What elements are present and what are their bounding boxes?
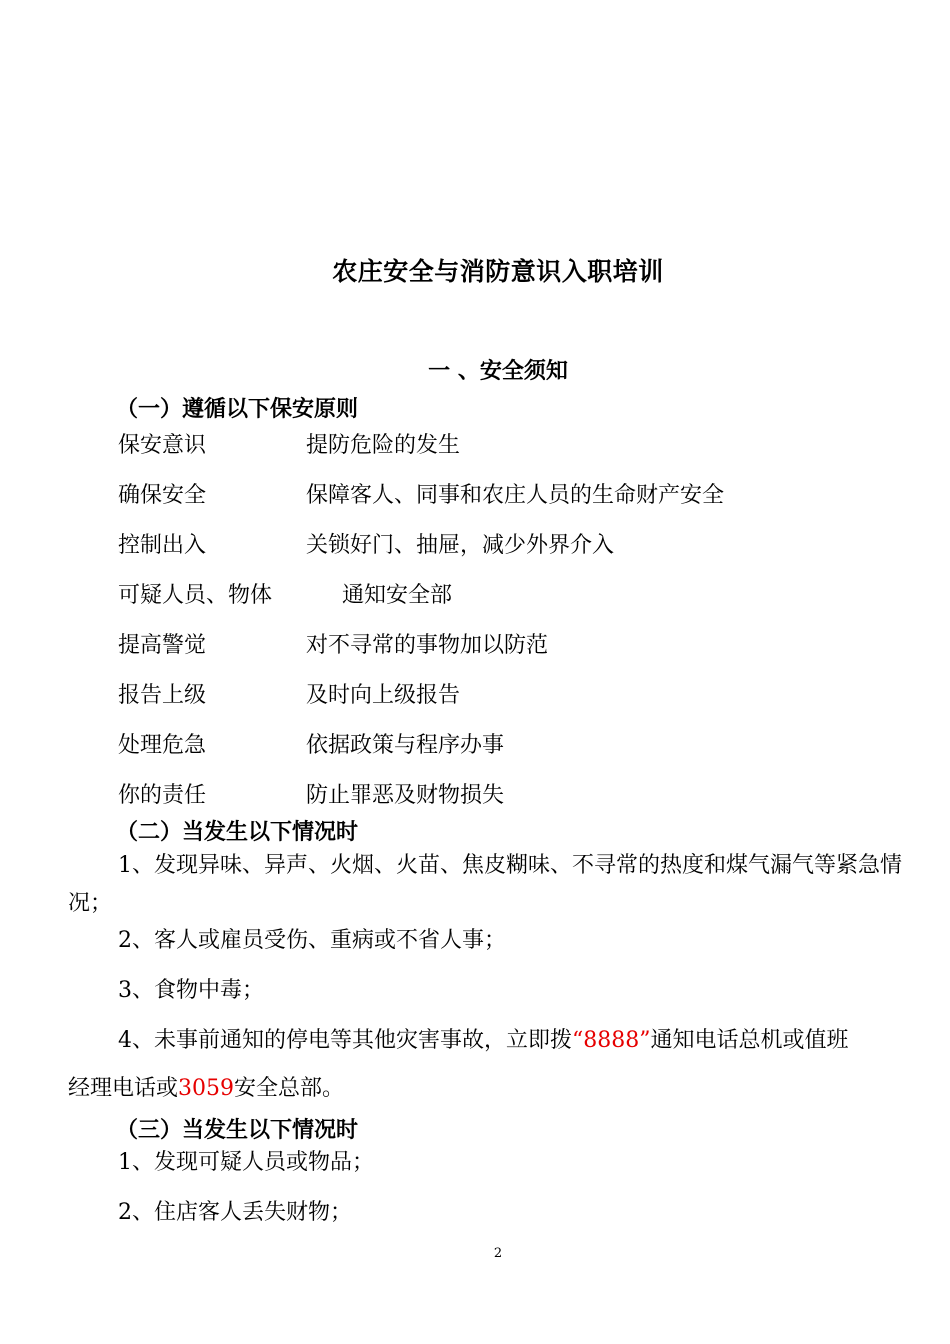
- list-item-continuation: 况；: [68, 891, 113, 916]
- rule-value: 依据政策与程序办事: [306, 733, 505, 758]
- item4-text: 4、未事前通知的停电等其他灾害事故，立即拨: [118, 1028, 572, 1053]
- item4-text: 经理电话或: [68, 1076, 179, 1101]
- list-item: 2、住店客人丢失财物；: [118, 1200, 352, 1225]
- item4-text: 安全总部。: [234, 1076, 345, 1101]
- rule-label: 提高警觉: [118, 633, 207, 658]
- rule-value: 及时向上级报告: [306, 683, 461, 708]
- subsection-heading-2: （二）当发生以下情况时: [116, 819, 359, 845]
- rule-value: 对不寻常的事物加以防范: [306, 633, 549, 658]
- list-item: 1、发现可疑人员或物品；: [118, 1150, 374, 1175]
- rule-label: 保安意识: [118, 433, 207, 458]
- rule-label: 你的责任: [118, 783, 207, 808]
- rule-label: 报告上级: [118, 683, 207, 708]
- security-extension: 3059: [178, 1076, 235, 1101]
- document-title: 农庄安全与消防意识入职培训: [332, 257, 664, 286]
- switchboard-number: “8888”: [572, 1028, 651, 1053]
- rule-value: 保障客人、同事和农庄人员的生命财产安全: [306, 483, 725, 508]
- item4-text: 通知电话总机或值班: [650, 1028, 849, 1053]
- list-item: 3、食物中毒；: [118, 978, 264, 1003]
- page-number: 2: [493, 1246, 503, 1261]
- list-item: 1、发现异味、异声、火烟、火苗、焦皮糊味、不寻常的热度和煤气漏气等紧急情: [118, 853, 902, 878]
- list-item: 2、客人或雇员受伤、重病或不省人事；: [118, 928, 506, 953]
- rule-value: 提防危险的发生: [306, 433, 461, 458]
- rule-label: 处理危急: [118, 733, 207, 758]
- list-item: [118, 1018, 849, 1064]
- list-item-continuation: [68, 1066, 344, 1112]
- rule-label: 确保安全: [118, 483, 207, 508]
- subsection-heading-1: （一）遵循以下保安原则: [116, 396, 359, 422]
- subsection-heading-3: （三）当发生以下情况时: [116, 1117, 359, 1143]
- rule-label: 可疑人员、物体: [118, 583, 273, 608]
- rule-value: 防止罪恶及财物损失: [306, 783, 505, 808]
- rule-value: 关锁好门、抽屉，减少外界介入: [306, 533, 615, 558]
- section-heading: 一 、安全须知: [428, 358, 568, 384]
- rule-label: 控制出入: [118, 533, 207, 558]
- rule-value: 通知安全部: [342, 583, 453, 608]
